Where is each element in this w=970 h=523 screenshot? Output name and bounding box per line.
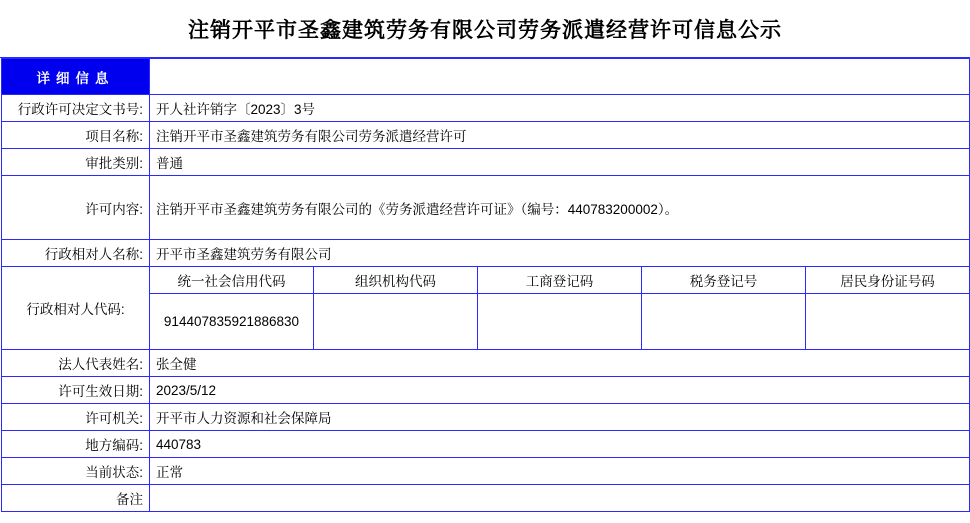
code-value-unified-social-credit: 914407835921886830 (150, 294, 314, 350)
field-value-decision-doc-no: 开人社许销字〔2023〕3号 (150, 95, 970, 122)
field-label-party-name: 行政相对人名称: (2, 240, 150, 267)
field-value-project-name: 注销开平市圣鑫建筑劳务有限公司劳务派遣经营许可 (150, 122, 970, 149)
field-value-approval-category: 普通 (150, 149, 970, 176)
page-title: 注销开平市圣鑫建筑劳务有限公司劳务派遣经营许可信息公示 (188, 18, 782, 42)
code-value-business-registration-code (478, 294, 642, 350)
table-row (2, 122, 970, 149)
section-heading-filler (150, 59, 970, 95)
field-label-remarks: 备注 (2, 485, 150, 512)
page-title-bar (0, 0, 970, 58)
field-value-legal-rep-name: 张全健 (150, 350, 970, 377)
field-value-local-code: 440783 (150, 431, 970, 458)
field-value-permit-content: 注销开平市圣鑫建筑劳务有限公司的《劳务派遣经营许可证》（编号：440783200002）。 (150, 176, 970, 240)
table-row (2, 431, 970, 458)
section-heading: 详细信息 (2, 59, 150, 95)
table-row (2, 95, 970, 122)
field-label-project-name: 项目名称: (2, 122, 150, 149)
field-value-party-name: 开平市圣鑫建筑劳务有限公司 (150, 240, 970, 267)
code-table-header-row (2, 267, 970, 294)
field-value-effective-date: 2023/5/12 (150, 377, 970, 404)
detail-table (1, 58, 970, 512)
table-row (2, 458, 970, 485)
field-label-permit-authority: 许可机关: (2, 404, 150, 431)
code-value-organization-code (314, 294, 478, 350)
code-header-tax-registration-no: 税务登记号 (642, 267, 806, 294)
table-row (2, 176, 970, 240)
field-label-party-code: 行政相对人代码: (2, 267, 150, 350)
code-header-business-registration-code: 工商登记码 (478, 267, 642, 294)
table-row (2, 404, 970, 431)
field-label-current-status: 当前状态: (2, 458, 150, 485)
field-value-permit-authority: 开平市人力资源和社会保障局 (150, 404, 970, 431)
field-label-local-code: 地方编码: (2, 431, 150, 458)
code-header-organization-code: 组织机构代码 (314, 267, 478, 294)
field-value-remarks (150, 485, 970, 512)
field-label-effective-date: 许可生效日期: (2, 377, 150, 404)
field-label-legal-rep-name: 法人代表姓名: (2, 350, 150, 377)
field-label-approval-category: 审批类别: (2, 149, 150, 176)
field-label-decision-doc-no: 行政许可决定文书号: (2, 95, 150, 122)
table-row (2, 240, 970, 267)
table-row (2, 377, 970, 404)
table-row (2, 485, 970, 512)
section-header-row (2, 59, 970, 95)
code-header-unified-social-credit: 统一社会信用代码 (150, 267, 314, 294)
code-header-id-card-no: 居民身份证号码 (806, 267, 970, 294)
field-label-permit-content: 许可内容: (2, 176, 150, 240)
code-value-tax-registration-no (642, 294, 806, 350)
code-value-id-card-no (806, 294, 970, 350)
table-row (2, 350, 970, 377)
field-value-current-status: 正常 (150, 458, 970, 485)
table-row (2, 149, 970, 176)
